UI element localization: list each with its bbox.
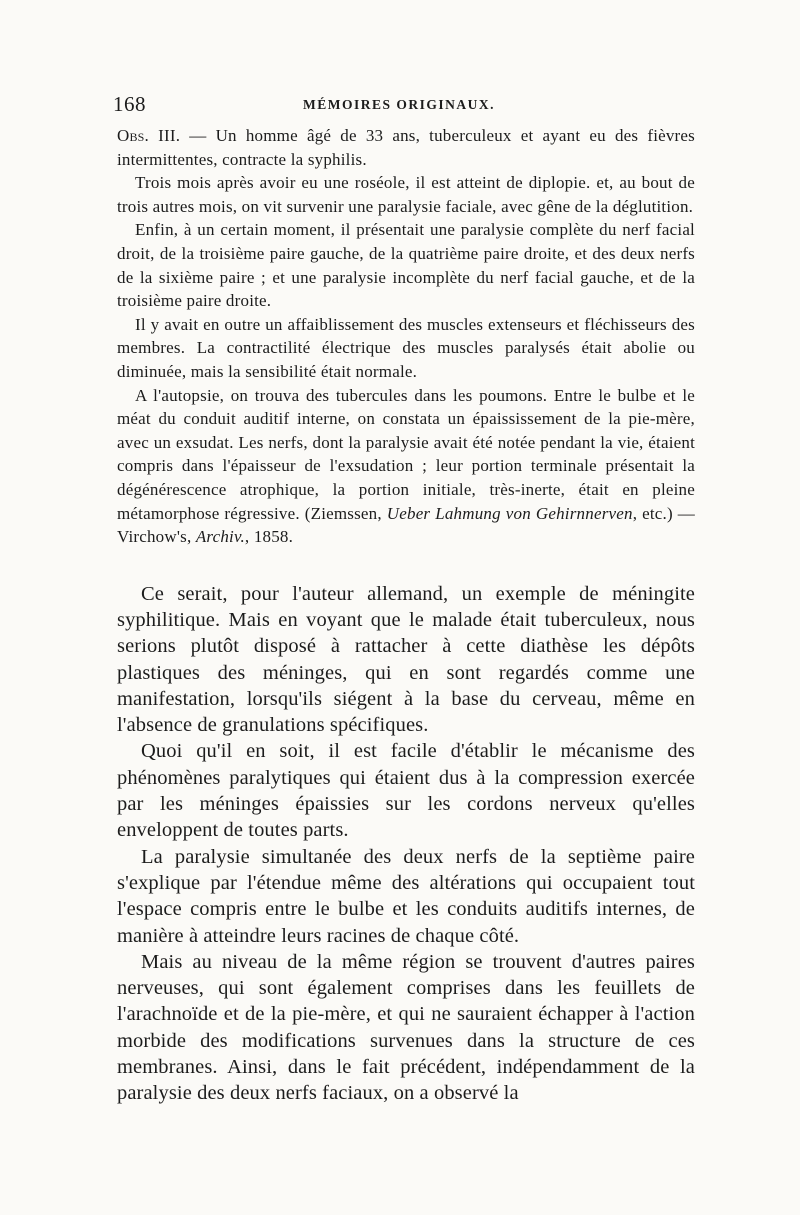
observation-paragraph-2: Trois mois après avoir eu une roséole, il est atteint de diplopie. et, au bout de trois autres mois, on vit survenir une paralysie faciale, avec gêne de la déglutition. — [117, 173, 695, 216]
main-paragraph-3: La paralysie simultanée des deux nerfs de la septième paire s'explique par l'étendue même des altérations qui occupaient tout l'espace compris entre le bulbe et les conduits auditifs internes, de manière à atteindre leurs racines de chaque côté. — [117, 845, 695, 947]
page-content — [113, 92, 695, 1107]
cited-journal: Archiv. — [195, 527, 245, 547]
main-paragraph-2: Quoi qu'il en soit, il est facile d'établir le mécanisme des phénomènes paralytiques qui étaient dus à la compression exercée par les méninges épaissies sur les cordons nerveux qu'elles enveloppent de toutes parts. — [117, 740, 695, 842]
page-number: 168 — [113, 92, 146, 116]
running-title: MÉMOIRES ORIGINAUX. — [303, 97, 496, 112]
main-text-block — [117, 581, 695, 1107]
observation-paragraph-1 — [117, 124, 695, 171]
observation-p1-text: — Un homme âgé de 33 ans, tuberculeux et ayant eu des fièvres intermittentes, contracte la syphilis. — [117, 126, 695, 169]
observation-paragraph-4: Il y avait en outre un affaiblissement des muscles extenseurs et fléchisseurs des membres. La contractilité électrique des muscles paralysés était abolie ou diminuée, mais la sensibilité était normale. — [117, 314, 695, 381]
observation-label: Obs. III. — [117, 126, 181, 145]
observation-p5-text: A l'autopsie, on trouva des tubercules dans les poumons. Entre le bulbe et le méat du conduit auditif interne, on constata un épaississement de la pie-mère, avec un exsudat. Les nerfs, dont la paralysie avait été notée pendant la vie, étaient compris dans l'épaisseur de l'exsudation ; leur portion terminale présentait la dégénérescence atrophique, la portion initiale, très-inerte, était en pleine métamorphose régressive. (Ziemssen, — [117, 385, 695, 523]
cited-work-title: Ueber Lahmung von Gehirnnerven — [386, 503, 633, 523]
observation-paragraph-5 — [117, 384, 695, 549]
observation-block — [117, 124, 695, 549]
running-head — [113, 92, 695, 118]
main-paragraph-1: Ce serait, pour l'auteur allemand, un exemple de méningite syphilitique. Mais en voyant que le malade était tuberculeux, nous serions plutôt disposé à rattacher à cette diathèse les dépôts plastiques des méninges, qui en sont regardés comme une manifestation, lorsqu'ils siégent à la base du cerveau, même en l'absence de granulations spécifiques. — [117, 582, 695, 737]
main-paragraph-4: Mais au niveau de la même région se trouvent d'autres paires nerveuses, qui sont également comprises dans les feuillets de l'arachnoïde et de la pie-mère, et qui ne sauraient échapper à l'action morbide des modifications survenues dans la structure de ces membranes. Ainsi, dans le fait précédent, indépendamment de la paralysie des deux nerfs faciaux, on a observé la — [117, 950, 695, 1105]
observation-p5-end: , 1858. — [244, 527, 294, 547]
observation-paragraph-3: Enfin, à un certain moment, il présentait une paralysie complète du nerf facial droit, de la troisième paire gauche, de la quatrième paire droite, et des deux nerfs de la sixième paire ; et une paralysie incomplète du nerf facial gauche, et de la troisième paire droite. — [117, 220, 695, 311]
observation-p5-mid: , etc.) — Virchow's, — [117, 503, 695, 547]
